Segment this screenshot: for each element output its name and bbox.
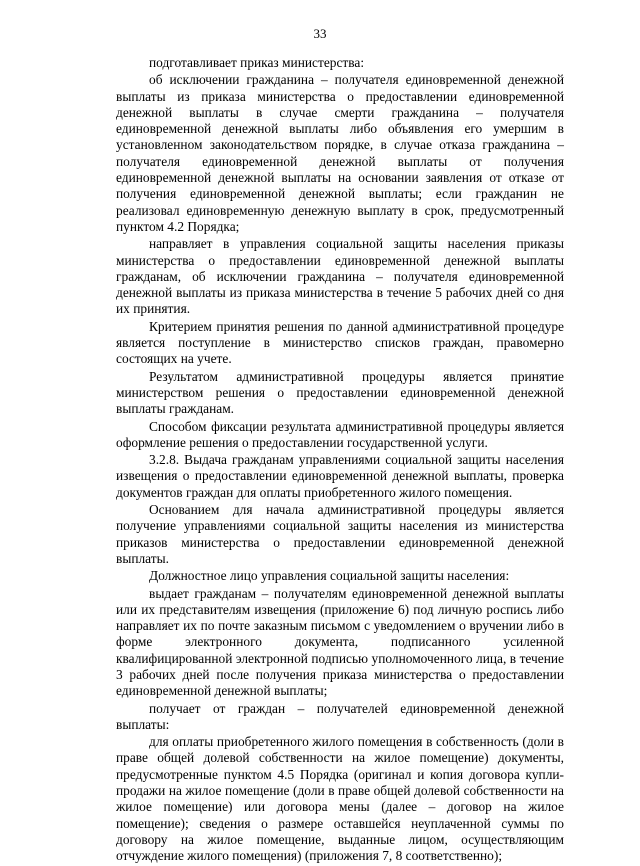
document-body	[116, 55, 564, 866]
paragraph: Способом фиксации результата административной процедуры является оформление решения о предоставлении государственной услуги.	[116, 418, 564, 450]
paragraph: Основанием для начала административной процедуры является получение управлениями социальной защиты населения из министерства приказов министерства о предоставлении единовременной денежной выплаты.	[116, 502, 564, 566]
paragraph: выдает гражданам – получателям единовременной денежной выплаты или их представителям извещения (приложение 6) под личную роспись либо направляет их по почте заказным письмом с уведомлением о вручении либо в форме электронного документа, подписанного усиленной квалифицированной электронной подписью уполномоченного лица, в течение 3 рабочих дней после получения приказа министерства о предоставлении единовременной денежной выплаты;	[116, 585, 564, 699]
paragraph: Результатом административной процедуры является принятие министерством решения о предоставлении единовременной денежной выплаты гражданам.	[116, 368, 564, 417]
page-number: 33	[313, 26, 327, 41]
paragraph: направляет в управления социальной защиты населения приказы министерства о предоставлении единовременной денежной выплаты гражданам, об исключении гражданина – получателя единовременной денежной выплаты из приказа министерства в течение 5 рабочих дней со дня их принятия.	[116, 236, 564, 317]
paragraph: 3.2.8. Выдача гражданам управлениями социальной защиты населения извещения о предоставлении единовременной денежной выплаты, проверка документов граждан для оплаты приобретенного жилого помещения.	[116, 452, 564, 500]
paragraph: для оплаты приобретенного жилого помещения в собственность (доли в праве общей долевой собственности на жилое помещение) документы, предусмотренные пунктом 4.5 Порядка (оригинал и копия договора купли-продажи на жилое помещение (доли в праве общей долевой собственности на жилое помещение) или договора мены (далее – договор на жилое помещение); сведения о размере оставшейся неуплаченной суммы по договору на жилое помещение, выданные лицом, осуществляющим отчуждение жилого помещения) (приложения 7, 8 соответственно);	[116, 734, 564, 864]
paragraph: Должностное лицо управления социальной защиты населения:	[149, 568, 510, 584]
paragraph: подготавливает приказ министерства:	[149, 55, 365, 70]
paragraph: Критерием принятия решения по данной административной процедуре является поступление в министерство списков граждан, правомерно состоящих на учете.	[116, 318, 564, 367]
paragraph: получает от граждан – получателей единовременной денежной выплаты:	[116, 700, 564, 732]
paragraph: об исключении гражданина – получателя единовременной денежной выплаты из приказа министерства о предоставлении единовременной денежной выплаты в случае смерти гражданина – получателя единовременной денежной выплаты либо объявления его умершим в установленном законодательством порядке, в случае отказа гражданина – получателя единовременной денежной выплаты от получения единовременной денежной выплаты на основании заявления от отказе от получения единовременной денежной выплаты; если гражданин не реализовал единовременную денежную выплату в срок, предусмотренный пунктом 4.2 Порядка;	[116, 72, 564, 234]
